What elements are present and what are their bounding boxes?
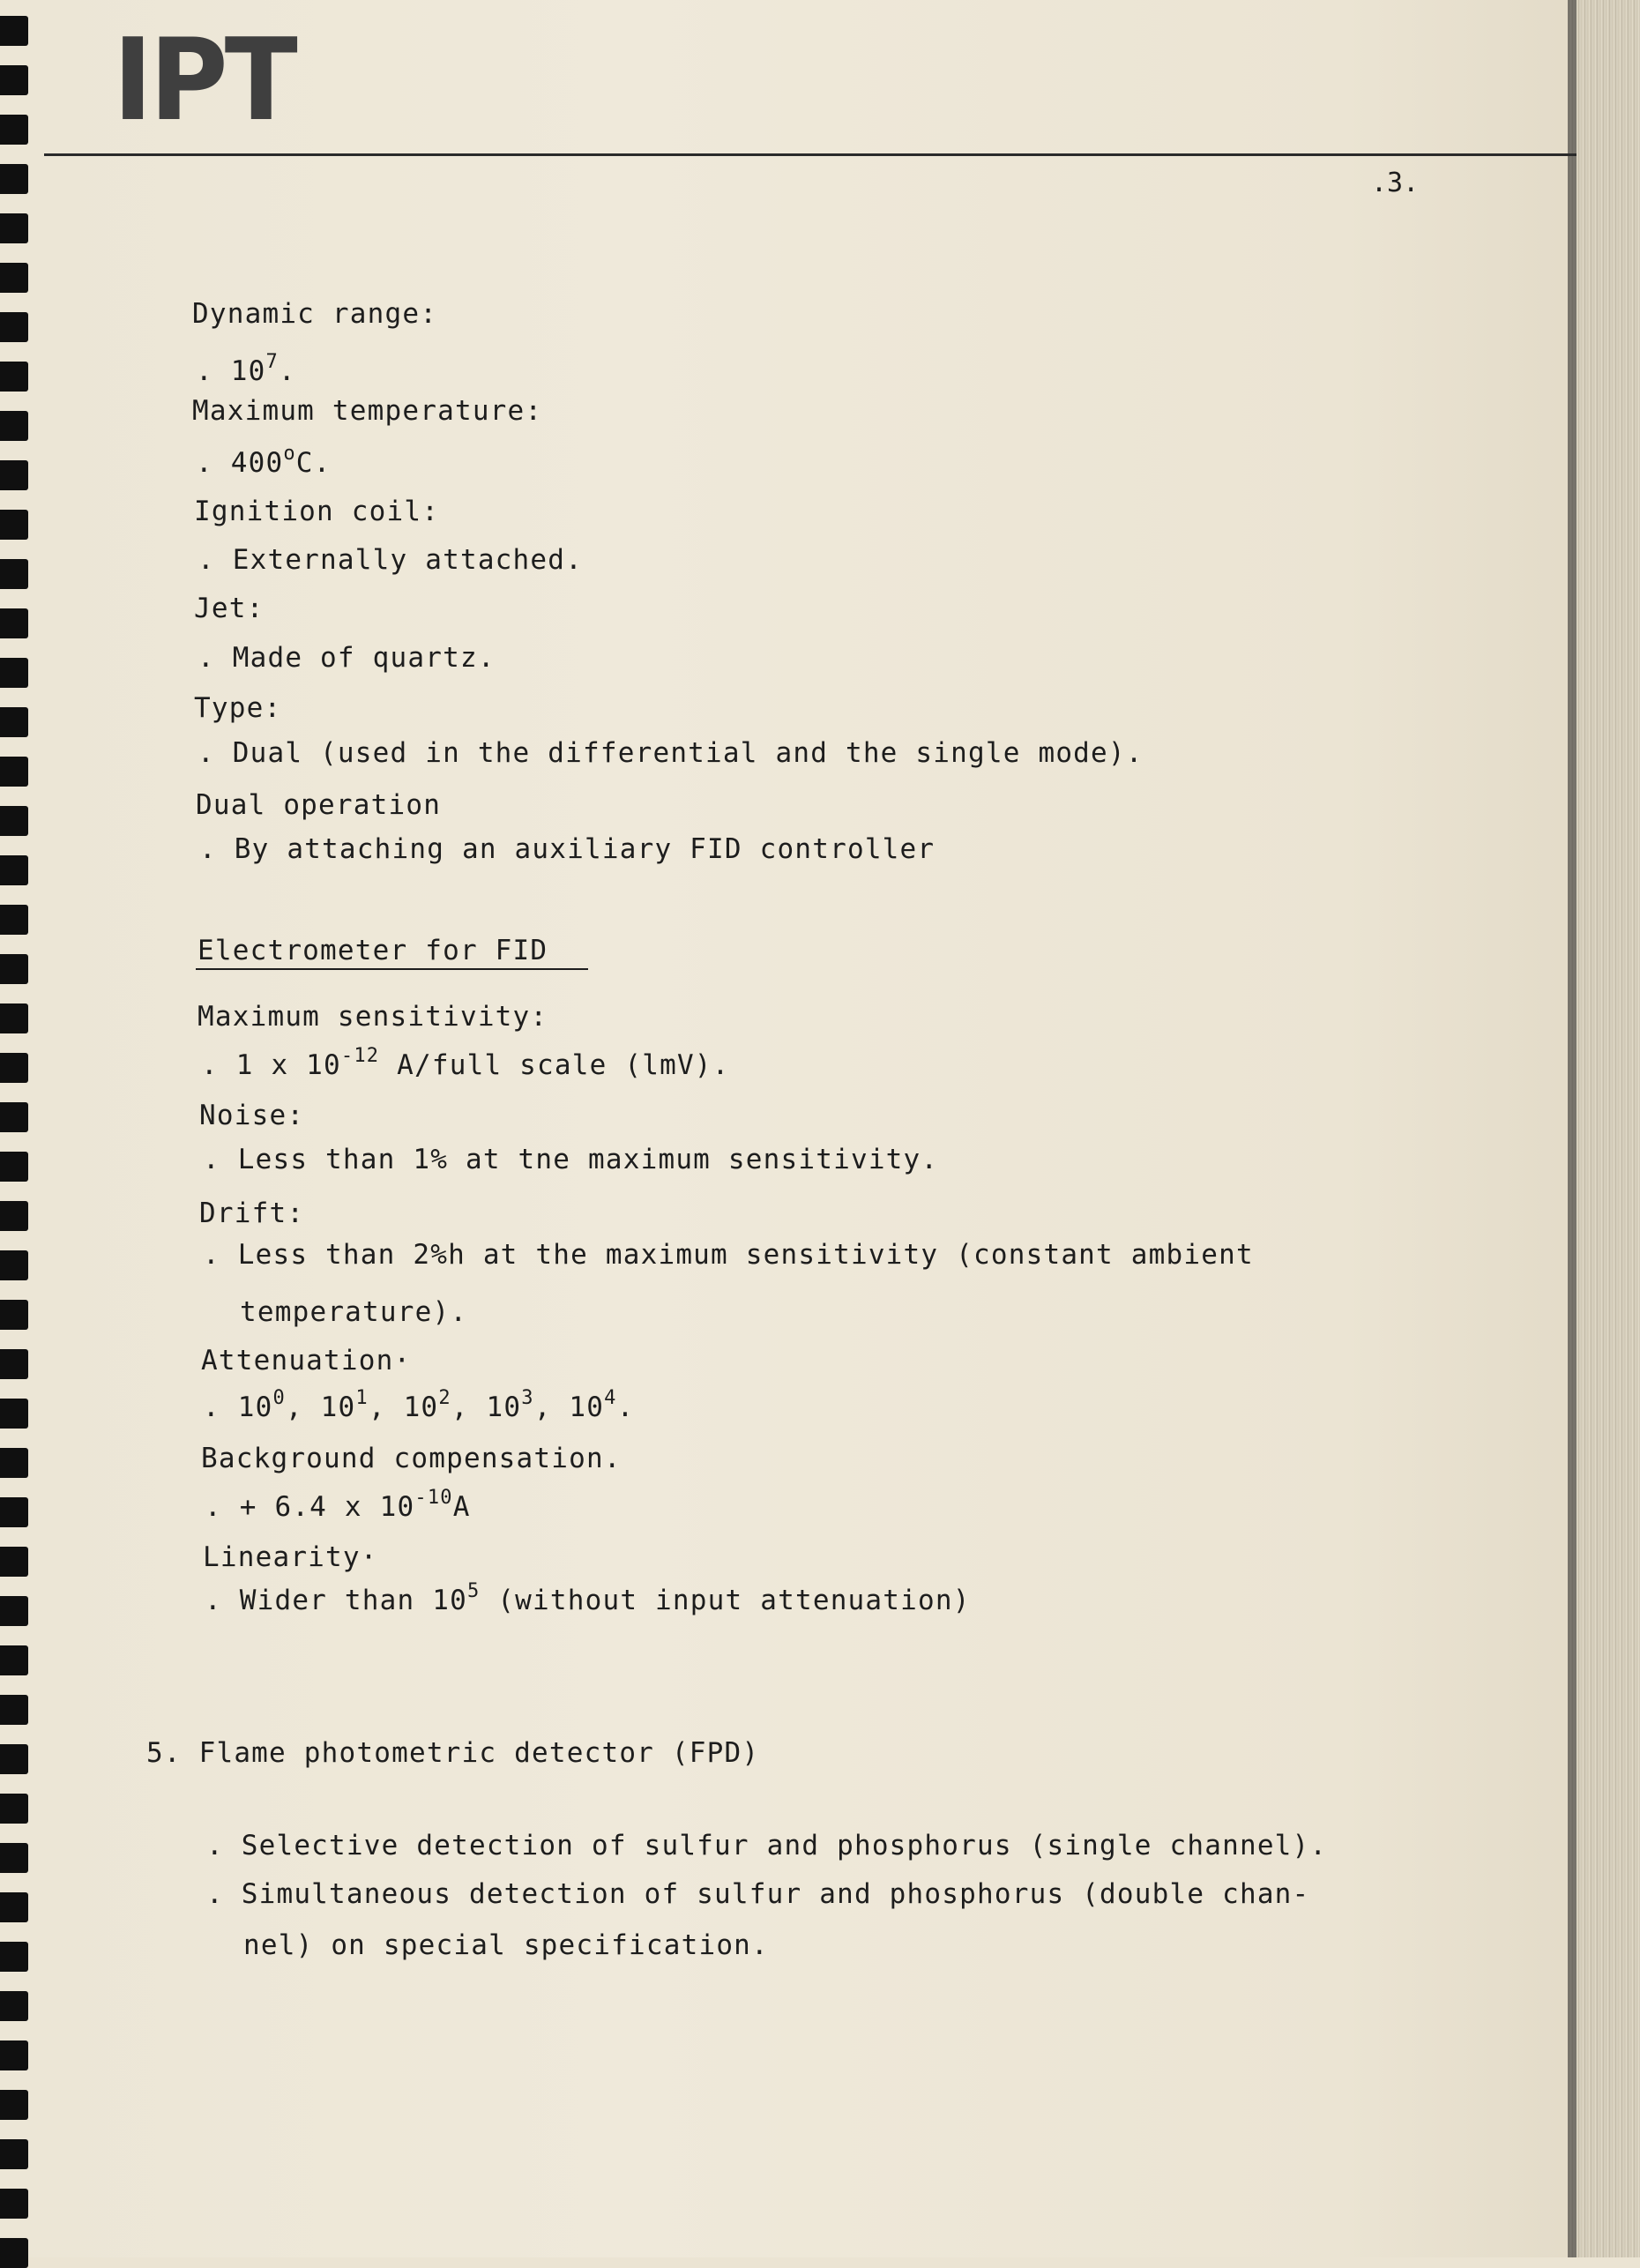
binding-hole [0,263,28,293]
binding-hole [0,1547,28,1577]
binding-hole [0,1695,28,1725]
drift-value-line-2: temperature). [240,1296,468,1328]
fpd-item-2-line-1: . Simultaneous detection of sulfur and phosphorus (double chan- [206,1878,1310,1910]
binding-hole [0,806,28,836]
binding-hole [0,460,28,490]
attenuation-value: . $10^0$, $10^1$, $10^2$, $10^3$, $10^4$. [203,1387,635,1423]
binding-hole [0,1497,28,1527]
jet-value: . Made of quartz. [198,642,496,674]
spiral-binding [0,0,35,2257]
binding-hole [0,608,28,638]
section-5-heading: 5. Flame photometric detector (FPD) [146,1737,760,1769]
dynamic-range-label: Dynamic range: [192,298,438,330]
binding-hole [0,1645,28,1675]
ipt-logo: IPT [113,15,294,146]
dual-operation-label: Dual operation [196,789,442,821]
binding-hole [0,362,28,392]
type-label: Type: [194,692,282,724]
binding-hole [0,65,28,95]
background-compensation-value: . + 6.4 x $10^{-10}A$ [205,1487,471,1523]
ignition-coil-value: . Externally attached. [198,544,583,576]
binding-hole [0,16,28,46]
binding-hole [0,905,28,935]
binding-hole [0,1942,28,1972]
binding-hole [0,1744,28,1774]
binding-hole [0,1003,28,1033]
binding-hole [0,2040,28,2070]
binding-hole [0,1991,28,2021]
binding-hole [0,1794,28,1824]
max-temperature-value: . 400$^o$C. [196,443,332,479]
header-rule [44,153,1577,156]
fpd-item-2-line-2: nel) on special specification. [243,1929,769,1961]
binding-hole [0,213,28,243]
noise-label: Noise: [199,1100,305,1131]
binding-hole [0,1300,28,1330]
binding-hole [0,1250,28,1280]
binding-hole [0,1448,28,1478]
noise-value: . Less than 1% at tne maximum sensitivity. [203,1144,939,1175]
linearity-value: . Wider than $10^5$ (without input attenuation) [205,1580,971,1616]
binding-hole [0,2189,28,2219]
electrometer-heading-underline [196,968,588,970]
binding-hole [0,164,28,194]
binding-hole [0,510,28,540]
dual-operation-value: . By attaching an auxiliary FID controller [199,833,936,865]
drift-value-line-1: . Less than 2%h at the maximum sensitivity (constant ambient [203,1239,1254,1271]
attenuation-label: Attenuation· [201,1345,412,1376]
binding-hole [0,658,28,688]
binding-hole [0,1596,28,1626]
max-sensitivity-label: Maximum sensitivity: [198,1001,548,1033]
binding-hole [0,757,28,787]
binding-hole [0,115,28,145]
binding-hole [0,1399,28,1429]
binding-hole [0,559,28,589]
binding-hole [0,707,28,737]
page-edge-shadow [1568,0,1577,2257]
binding-hole [0,411,28,441]
binding-hole [0,954,28,984]
ignition-coil-label: Ignition coil: [194,496,440,527]
max-temperature-label: Maximum temperature: [192,395,543,427]
page-stack-edge [1568,0,1640,2257]
binding-hole [0,1152,28,1182]
binding-hole [0,2139,28,2169]
jet-label: Jet: [194,593,265,624]
binding-hole [0,1053,28,1083]
linearity-label: Linearity· [203,1541,378,1573]
max-sensitivity-value: . 1 x $10^{-12}$ A/full scale (lmV). [201,1045,730,1081]
binding-hole [0,855,28,885]
binding-hole [0,2090,28,2120]
dynamic-range-value: . $10^7$. [196,351,296,387]
binding-hole [0,1843,28,1873]
binding-hole [0,1102,28,1132]
electrometer-heading: Electrometer for FID [198,935,548,966]
binding-hole [0,1201,28,1231]
binding-hole [0,1349,28,1379]
binding-hole [0,312,28,342]
drift-label: Drift: [199,1197,305,1229]
background-compensation-label: Background compensation. [201,1443,622,1474]
page-number: .3. [1371,168,1420,198]
type-value: . Dual (used in the differential and the single mode). [198,737,1144,769]
binding-hole [0,1892,28,1922]
fpd-item-1: . Selective detection of sulfur and phosphorus (single channel). [206,1830,1328,1861]
binding-hole [0,2238,28,2268]
